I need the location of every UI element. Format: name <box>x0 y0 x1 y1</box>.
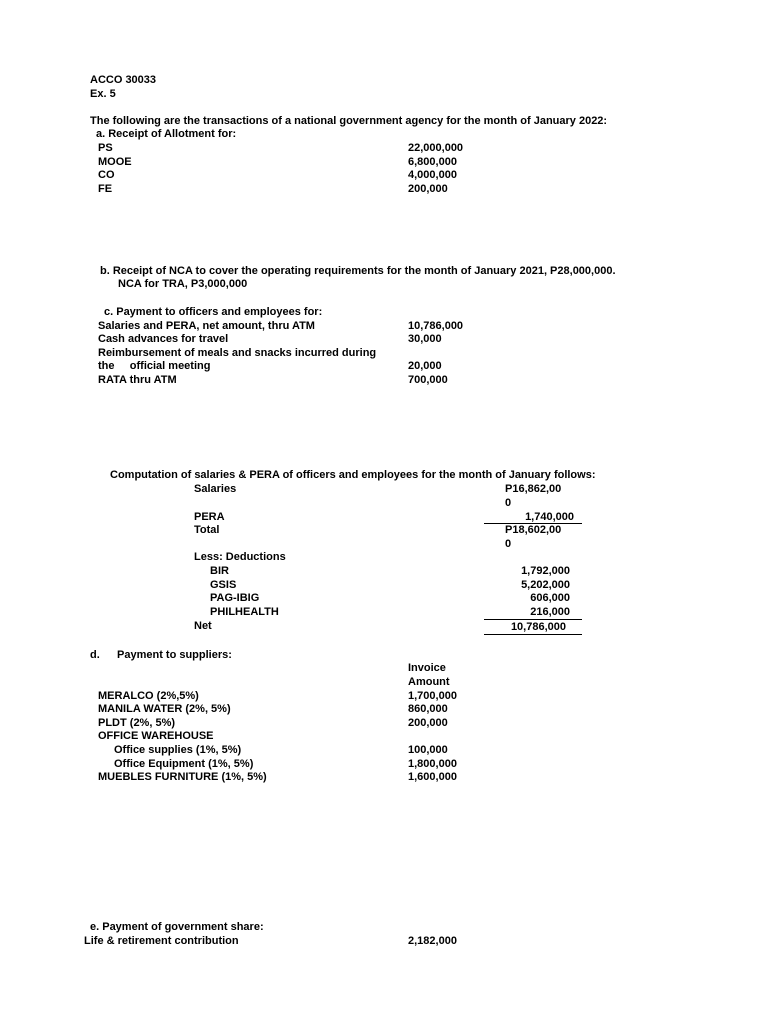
allotment-amount: 22,000,000 <box>408 142 464 154</box>
salaries-amount-wrap: 0 <box>505 497 512 509</box>
supplier-amount: 100,000 <box>408 744 448 756</box>
exercise-number: Ex. 5 <box>90 88 116 100</box>
deduction-label: PHILHEALTH <box>210 606 279 618</box>
payment-amount: 20,000 <box>408 360 442 372</box>
allotment-label: FE <box>98 183 113 195</box>
allotment-label: MOOE <box>98 156 132 168</box>
computation-title: Computation of salaries & PERA of officers and employees for the month of January follows: <box>110 469 596 481</box>
section-a-title: a. Receipt of Allotment for: <box>96 128 237 140</box>
allotment-label: CO <box>98 169 115 181</box>
deduction-amount: 216,000 <box>530 606 570 618</box>
less-deductions-label: Less: Deductions <box>194 551 286 563</box>
net-amount: 10,786,000 <box>510 621 566 633</box>
payment-label: Salaries and PERA, net amount, thru ATM <box>98 320 315 332</box>
section-c-title: c. Payment to officers and employees for: <box>104 306 323 318</box>
section-e-title: e. Payment of government share: <box>90 921 264 933</box>
invoice-header: Invoice <box>408 662 446 674</box>
supplier-amount: 1,800,000 <box>408 758 457 770</box>
total-label: Total <box>194 524 220 536</box>
salaries-label: Salaries <box>194 483 237 495</box>
net-label: Net <box>194 620 212 632</box>
supplier-amount: 860,000 <box>408 703 448 715</box>
deduction-label: PAG-IBIG <box>210 592 260 604</box>
course-code: ACCO 30033 <box>90 74 157 86</box>
supplier-label: Office supplies (1%, 5%) <box>114 744 242 756</box>
payment-amount: 700,000 <box>408 374 448 386</box>
deduction-label: BIR <box>210 565 229 577</box>
supplier-label: MUEBLES FURNITURE (1%, 5%) <box>98 771 267 783</box>
salaries-amount: P16,862,00 <box>505 483 562 495</box>
allotment-label: PS <box>98 142 113 154</box>
contribution-amount: 2,182,000 <box>408 935 457 947</box>
supplier-label: MANILA WATER (2%, 5%) <box>98 703 231 715</box>
amount-header: Amount <box>408 676 450 688</box>
contribution-label: Life & retirement contribution <box>84 935 239 947</box>
supplier-label: MERALCO (2%,5%) <box>98 690 199 702</box>
allotment-amount: 6,800,000 <box>408 156 457 168</box>
supplier-label: PLDT (2%, 5%) <box>98 717 176 729</box>
total-amount-wrap: 0 <box>505 538 512 550</box>
section-b-line1: b. Receipt of NCA to cover the operating requirements for the month of January 2021, P28,000,000. <box>100 265 616 277</box>
allotment-amount: 4,000,000 <box>408 169 457 181</box>
total-amount: P18,602,00 <box>505 524 562 536</box>
payment-amount: 30,000 <box>408 333 442 345</box>
supplier-label: Office Equipment (1%, 5%) <box>114 758 254 770</box>
pera-amount: 1,740,000 <box>525 511 574 523</box>
net-rule-bottom <box>484 634 582 635</box>
payment-label: the official meeting <box>98 360 211 372</box>
section-b-line2: NCA for TRA, P3,000,000 <box>118 278 248 290</box>
pera-label: PERA <box>194 511 225 523</box>
deduction-label: GSIS <box>210 579 237 591</box>
supplier-label: OFFICE WAREHOUSE <box>98 730 214 742</box>
payment-label: Reimbursement of meals and snacks incurred during <box>98 347 377 359</box>
intro-text: The following are the transactions of a national government agency for the month of January 2022: <box>90 115 608 127</box>
supplier-amount: 200,000 <box>408 717 448 729</box>
deduction-amount: 606,000 <box>530 592 570 604</box>
payment-label: RATA thru ATM <box>98 374 177 386</box>
section-d-title: Payment to suppliers: <box>117 649 232 661</box>
payment-label: Cash advances for travel <box>98 333 229 345</box>
supplier-amount: 1,700,000 <box>408 690 457 702</box>
allotment-amount: 200,000 <box>408 183 448 195</box>
payment-amount: 10,786,000 <box>408 320 464 332</box>
deduction-amount: 1,792,000 <box>521 565 570 577</box>
section-d-letter: d. <box>90 649 100 661</box>
deduction-amount: 5,202,000 <box>521 579 570 591</box>
net-rule-top <box>484 619 582 620</box>
supplier-amount: 1,600,000 <box>408 771 457 783</box>
